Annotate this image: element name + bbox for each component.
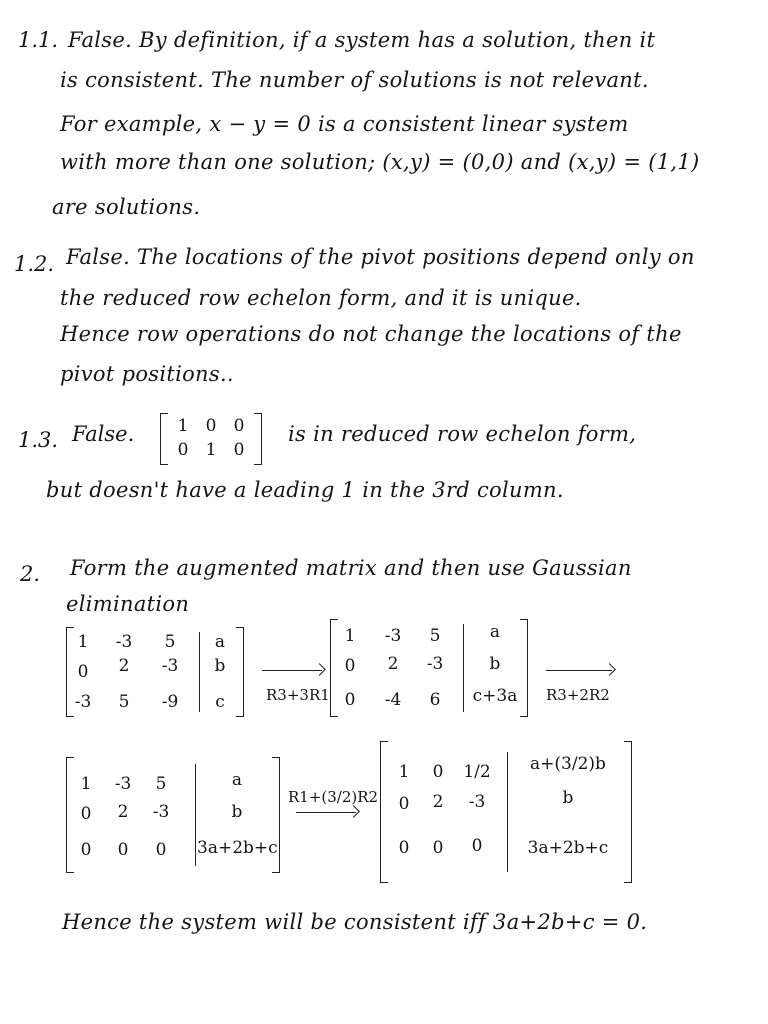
augment-divider: [199, 632, 200, 712]
matrix-cell: -3: [74, 692, 92, 712]
augmented-matrix-4: [380, 742, 632, 882]
augmented-matrix-1: [66, 628, 244, 716]
matrix-cell: 2: [387, 654, 399, 674]
conclusion-line: Hence the system will be consistent iff 3a+2b+c = 0.: [62, 910, 648, 934]
p1-line-5: are solutions.: [52, 195, 201, 219]
matrix-cell: -9: [161, 692, 179, 712]
matrix-cell: 3a+2b+c: [527, 838, 609, 858]
matrix-cell: 0: [432, 762, 444, 782]
p2-line-1: False. The locations of the pivot positions depend only on: [66, 245, 695, 269]
matrix-cell: 5: [164, 632, 176, 652]
matrix-cell: c+3a: [472, 686, 518, 706]
matrix-cell: 0: [205, 416, 217, 436]
matrix-cell: 0: [77, 662, 89, 682]
matrix-cell: 0: [155, 840, 167, 860]
matrix-cell: 0: [233, 416, 245, 436]
matrix-cell: a: [489, 622, 501, 642]
matrix-cell: 2: [117, 802, 129, 822]
matrix-cell: 1: [77, 632, 89, 652]
matrix-cell: 1: [177, 416, 189, 436]
p3-false-label: False.: [72, 422, 135, 446]
matrix-cell: 0: [344, 656, 356, 676]
matrix-cell: 5: [429, 626, 441, 646]
matrix-cell: 1: [80, 774, 92, 794]
matrix-cell: 0: [471, 836, 483, 856]
row-op-1: R3+3R1: [266, 686, 330, 704]
augmented-matrix-2: [330, 620, 528, 716]
p1-line-4: with more than one solution; (x,y) = (0,0) and (x,y) = (1,1): [60, 150, 700, 174]
row-op-2: R3+2R2: [546, 686, 610, 704]
p2-line-2: the reduced row echelon form, and it is unique.: [60, 286, 582, 310]
matrix-cell: -4: [384, 690, 402, 710]
p4-line-1: Form the augmented matrix and then use Gaussian: [70, 556, 632, 580]
problem-number-1-1: 1.1.: [18, 28, 59, 52]
matrix-cell: c: [215, 692, 225, 712]
matrix-cell: 1: [398, 762, 410, 782]
arrow-icon: [546, 670, 612, 671]
p2-line-3: Hence row operations do not change the locations of the: [60, 322, 682, 346]
matrix-cell: a: [214, 632, 226, 652]
problem-number-1-2: 1.2.: [14, 252, 55, 276]
matrix-cell: 0: [80, 840, 92, 860]
matrix-cell: 0: [432, 838, 444, 858]
p1-line-1: False. By definition, if a system has a solution, then it: [68, 28, 656, 52]
matrix-cell: 1/2: [463, 762, 491, 782]
augment-divider: [507, 752, 508, 872]
matrix-cell: 0: [344, 690, 356, 710]
matrix-cell: 0: [80, 804, 92, 824]
matrix-cell: 0: [177, 440, 189, 460]
matrix-cell: 5: [118, 692, 130, 712]
matrix-cell: a+(3/2)b: [530, 754, 606, 774]
augmented-matrix-3: [66, 758, 280, 872]
p3-line-2: but doesn't have a leading 1 in the 3rd column.: [46, 478, 564, 502]
augment-divider: [463, 624, 464, 712]
matrix-cell: -3: [152, 802, 170, 822]
matrix-cell: 6: [429, 690, 441, 710]
matrix-cell: -3: [114, 774, 132, 794]
matrix-cell: 0: [398, 838, 410, 858]
matrix-cell: -3: [468, 792, 486, 812]
problem-number-2: 2.: [20, 562, 41, 586]
augment-divider: [195, 764, 196, 866]
p2-line-4: pivot positions..: [60, 362, 234, 386]
matrix-cell: 2: [432, 792, 444, 812]
arrow-icon: [262, 670, 322, 671]
matrix-cell: 1: [205, 440, 217, 460]
matrix-cell: -3: [426, 654, 444, 674]
matrix-cell: 0: [117, 840, 129, 860]
matrix-cell: 3a+2b+c: [197, 838, 278, 858]
matrix-cell: b: [214, 656, 226, 676]
p1-line-3: For example, x − y = 0 is a consistent linear system: [60, 112, 629, 136]
p1-line-2: is consistent. The number of solutions is not relevant.: [60, 68, 649, 92]
matrix-cell: b: [562, 788, 574, 808]
matrix-cell: a: [231, 770, 243, 790]
row-op-3: R1+(3/2)R2: [288, 788, 379, 806]
arrow-icon: [296, 812, 356, 813]
matrix-cell: 2: [118, 656, 130, 676]
matrix-cell: -3: [384, 626, 402, 646]
matrix-cell: 5: [155, 774, 167, 794]
matrix-cell: 0: [398, 794, 410, 814]
matrix-cell: 0: [233, 440, 245, 460]
matrix-cell: b: [489, 654, 501, 674]
p3-line-1: is in reduced row echelon form,: [288, 422, 637, 446]
matrix-cell: -3: [115, 632, 133, 652]
matrix-cell: b: [231, 802, 243, 822]
example-matrix: [160, 414, 262, 464]
p4-line-2: elimination: [66, 592, 190, 616]
matrix-cell: 1: [344, 626, 356, 646]
matrix-cell: -3: [161, 656, 179, 676]
problem-number-1-3: 1.3.: [18, 428, 59, 452]
